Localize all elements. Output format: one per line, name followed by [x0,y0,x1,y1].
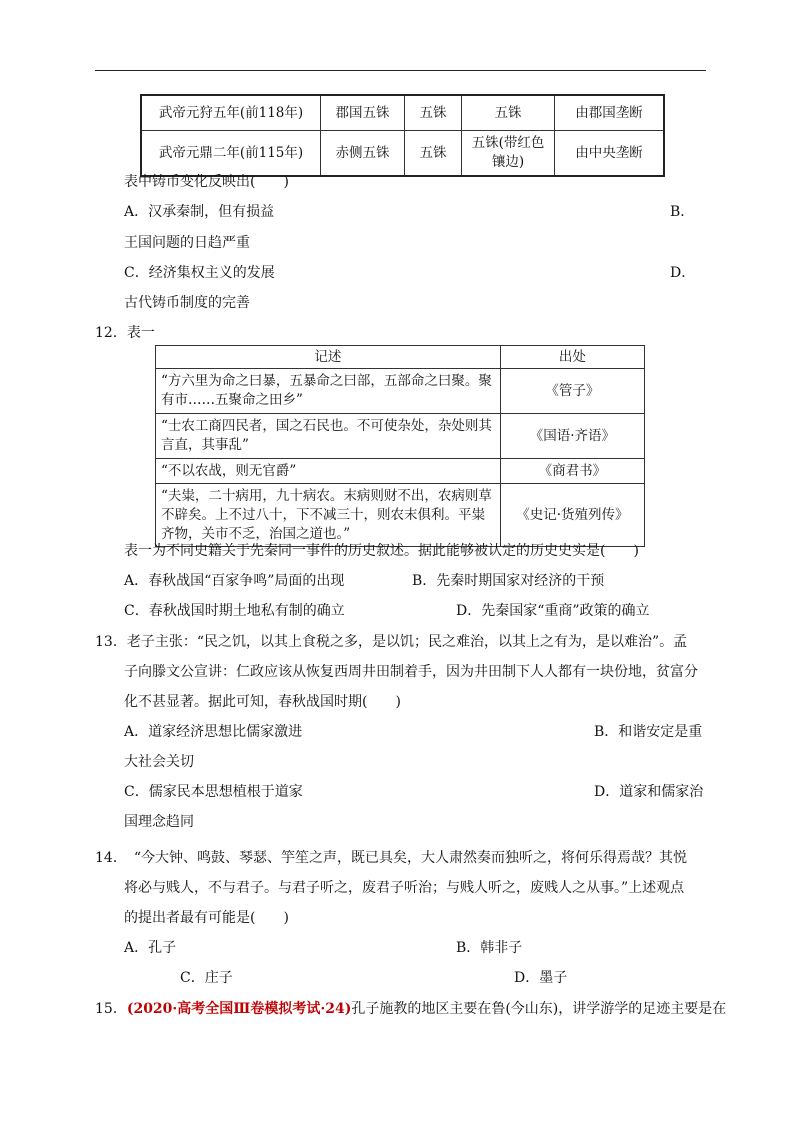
q12-option-c: C．春秋战国时期土地私有制的确立 [124,603,345,619]
table-row [156,459,645,484]
q11-option-d-label: D． [670,265,696,281]
header-rule [95,70,706,71]
table-row [156,414,645,459]
table-cell: 《管子》 [500,369,644,414]
q13-line-1: 13．老子主张：“民之饥，以其上食税之多，是以饥；民之难治，以其上之有为，是以难治”。孟 [95,634,688,650]
q14-option-d: D．墨子 [514,970,568,986]
table-cell: “方六里为命之曰暴，五暴命之曰部，五部命之曰聚。聚有市……五聚命之田乡” [156,369,501,414]
q11-option-b-label: B． [670,204,695,220]
q11-option-d: 古代铸币制度的完善 [124,295,250,311]
q14-option-c: C．庄子 [180,970,233,986]
q13-option-b-cont: 大社会关切 [124,754,194,770]
q13-option-a: A．道家经济思想比儒家激进 [124,724,303,740]
table-cell: “士农工商四民者，国之石民也。不可使杂处，杂处则其言直，其事乱” [156,414,501,459]
table-cell: 《史记·货殖列传》 [500,484,644,547]
q12-stem: 表一为不同史籍关于先秦同一事件的历史叙述。据此能够被认定的历史史实是( ) [124,543,639,559]
table-cell: 赤侧五铢 [321,131,405,177]
q13-option-b: B．和谐安定是重 [594,724,703,740]
q15-source: (2020·高考全国Ⅲ卷模拟考试·24) [126,1001,352,1017]
table-cell: 《商君书》 [500,459,644,484]
table-cell: 由中央垄断 [555,131,665,177]
table-cell: 郡国五铢 [321,95,405,131]
table-cell: “夫粜，二十病用，九十病农。末病则财不出，农病则草不辟矣。上不过八十，下不减三十，则农末俱利。平粜齐物，关市不乏，治国之道也。” [156,484,501,547]
q14-line-2: 将必与贱人，不与君子。与君子听之，废君子听治；与贱人听之，废贱人之从事。”上述观点 [124,880,685,896]
q13-line-2: 子向滕文公宣讲：仁政应该从恢复西周井田制着手，因为井田制下人人都有一块份地，贫富分 [124,664,698,680]
q12-option-b: B．先秦时期国家对经济的干预 [412,573,605,589]
q11-option-b: 王国问题的日趋严重 [124,235,250,251]
table-cell: 武帝元鼎二年(前115年) [141,131,321,177]
table-cell: 《国语·齐语》 [500,414,644,459]
q13-option-c: C．儒家民本思想植根于道家 [124,784,303,800]
table-header-cell: 记述 [156,346,501,369]
records-table [155,345,645,547]
table-header-cell: 出处 [500,346,644,369]
q13-option-d-cont: 国理念趋同 [124,814,194,830]
table-cell: 五铢(带红色镶边) [462,131,555,177]
coin-table [140,94,665,177]
q13-option-d: D．道家和儒家治 [594,784,704,800]
table-row [156,484,645,547]
table-row [141,131,664,177]
table-cell: 武帝元狩五年(前118年) [141,95,321,131]
table-cell: 五铢 [462,95,555,131]
table-cell: 五铢 [405,95,462,131]
table-cell: 五铢 [405,131,462,177]
q12-title: 12．表一 [95,325,155,341]
table-cell: 由郡国垄断 [555,95,665,131]
q15-number: 15． [95,1001,127,1017]
q11-option-c: C．经济集权主义的发展 [124,265,275,281]
q15-text: 孔子施教的地区主要在鲁(今山东)，讲学游学的足迹主要是在 [351,1001,727,1017]
table-row [156,369,645,414]
q14-option-b: B．韩非子 [456,940,523,956]
q12-option-d: D．先秦国家“重商”政策的确立 [456,603,650,619]
table-cell: “不以农战，则无官爵” [156,459,501,484]
q12-option-a: A．春秋战国“百家争鸣”局面的出现 [124,573,345,589]
q15-line-1 [95,998,726,1018]
q13-line-3: 化不甚显著。据此可知，春秋战国时期( ) [124,694,401,710]
q11-stem: 表中铸币变化反映出( ) [124,174,289,190]
table-header-row [156,346,645,369]
q11-option-a: A．汉承秦制，但有损益 [124,204,275,220]
q14-option-a: A．孔子 [124,940,177,956]
table-row [141,95,664,131]
q14-line-3: 的提出者最有可能是( ) [124,910,289,926]
q14-line-1: 14． “今大钟、鸣鼓、琴瑟、竽笙之声，既已具矣，大人肃然奏而独听之，将何乐得焉哉？其悦 [95,850,687,866]
